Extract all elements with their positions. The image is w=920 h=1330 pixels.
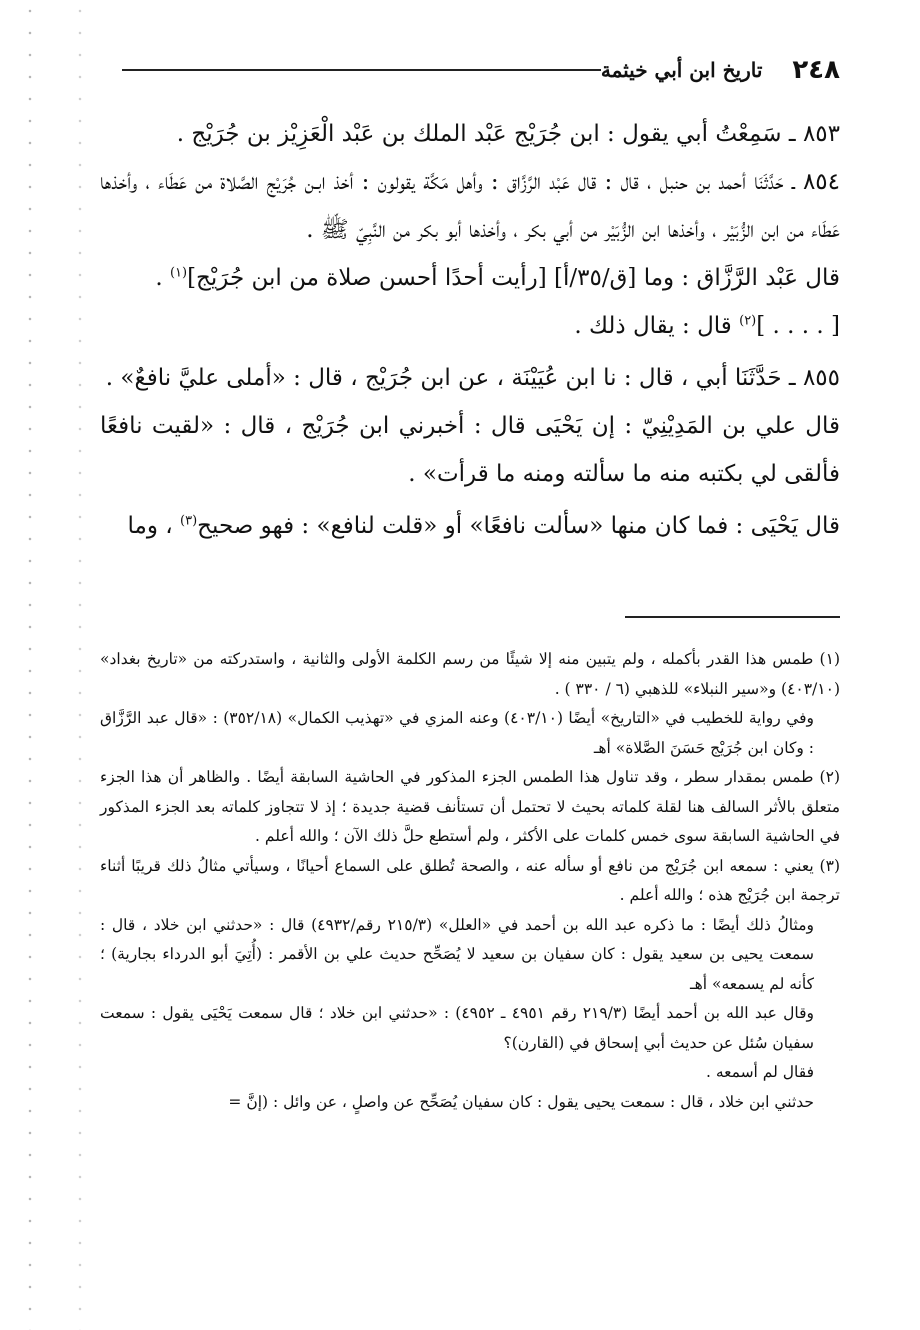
footnote-3-example-2-end: فقال لم أسمعه . — [705, 1063, 814, 1081]
footnote-3-example-2: وقال عبد الله بن أحمد أيضًا (٢١٩/٣ رقم ٤٩٥١ ـ ٤٩٥٢) : «حدثني ابن خلاد ؛ قال سمعت يَحْيَى يقول : سمعت سفيان سُئل عن حديث أبي إسحاق في (القارن)؟ — [100, 1004, 815, 1052]
footnote-separator — [625, 616, 840, 618]
entry-855-yahya-text: قال يَحْيَى : فما كان منها «سألت نافعًا» أو «قلت لنافع» : فهو صحيح — [197, 513, 840, 539]
footnote-1: (١) طمس هذا القدر بأكمله ، ولم يتبين منه إلا شيئًا من رسم الكلمة الأولى والثانية ، واستدركته من «تاريخ بغداد» (٤٠٣/١٠) و«سير النبلاء» للذهبي (٦ / ٣٣٠ ) . — [100, 650, 840, 698]
page-header — [100, 50, 840, 90]
footnote-ref-2: (٢) — [739, 313, 757, 329]
lacuna-brackets: [ . . . . ] — [756, 313, 840, 339]
entry-854-quote-text: قال عَبْد الرَّزَّاق : وما [ق/٣٥/أ] [رأيت أحدًا أحسن صلاة من ابن جُرَيْج] — [187, 265, 840, 291]
entry-855-yahya — [100, 502, 840, 550]
entry-854-gap — [100, 302, 840, 350]
entry-855: ٨٥٥ ـ حَدَّثَنَا أبي ، قال : نا ابن عُيَيْنَة ، عن ابن جُرَيْج ، قال : «أملى عليَّ نافعٌ» . — [105, 365, 840, 391]
footnotes — [100, 645, 840, 1117]
footnote-ref-3: (٣) — [180, 513, 198, 529]
running-title: تاريخ ابن أبي خيثمة — [600, 58, 763, 82]
header-rule — [122, 69, 601, 71]
scan-edge-marks-inner — [78, 0, 82, 1330]
page-number: ٢٤٨ — [792, 55, 840, 85]
entry-854-quote: قال عَبْد الرَّزَّاق : وما [ق/٣٥/أ] [رأيت أحدًا أحسن صلاة من ابن جُرَيْج]$^{(١)}$ . — [155, 265, 840, 291]
footnote-ref-1: (١) — [169, 265, 188, 281]
entry-853: ٨٥٣ ـ سَمِعْتُ أبي يقول : ابن جُرَيْج عَبْد الملك بن عَبْد الْعَزِيْز بن جُرَيْج . — [176, 121, 840, 147]
footnote-1-extra: وفي رواية للخطيب في «التاريخ» أيضًا (٤٠٣/١٠) وعنه المزي في «تهذيب الكمال» (٣٥٢/١٨) : «قال عبد الرَّزَّاق : وكان ابن جُرَيْج حَسَنَ الصَّلاة» أهـ — [100, 709, 814, 757]
entry-855-yahya-end: ، وما — [127, 513, 173, 539]
entry-855-ali: قال علي بن المَدِيْنِيّ : إن يَحْيَى قال : أخبرني ابن جُرَيْج ، قال : «لقيت نافعًا فألقى لي بكتبه منه ما سألته ومنه ما قرأت» . — [100, 413, 840, 487]
scan-edge-marks — [28, 0, 32, 1330]
main-text — [100, 110, 840, 550]
entry-854-end: قال : يقال ذلك . — [574, 313, 732, 339]
footnote-3-example-1: ومثالُ ذلك أيضًا : ما ذكره عبد الله بن أحمد في «العلل» (٢١٥/٣ رقم/٤٩٣٢) قال : «حدثني ابن خلاد ، قال : سمعت يحيى بن سعيد يقول : كان سفيان بن سعيد لا يُصَحِّح حديث علي بن الأقمر : (أُتِيَ أبو الدرداء بجارية) ؛ كأنه لم يسمعه» أهـ — [100, 915, 814, 993]
footnote-2: (٢) طمس بمقدار سطر ، وقد تناول هذا الطمس الجزء المذكور في الحاشية السابقة أيضًا . والظاهر أن هذا الجزء متعلق بالأثر السالف هنا لقلة كلماته بحيث لا تحتمل أن تستأنف قضية جديدة ؛ إذ لا تتجاوز كلماته بعد الجزء المذكور في الحاشية السابقة سوى خمس كلمات على الأكثر ، ولم أستطع حلَّ ذلك الآن ؛ والله أعلم . — [100, 768, 840, 845]
footnote-3-example-3: حدثني ابن خلاد ، قال : سمعت يحيى يقول : كان سفيان يُصَحِّح عن واصلٍ ، عن وائل : (إنَّ = — [228, 1092, 814, 1111]
footnote-3: (٣) يعني : سمعه ابن جُرَيْج من نافع أو سأله عنه ، والصحة تُطلق على السماع أحيانًا ، وسيأتي مثالُ ذلك قريبًا أثناء ترجمة ابن جُرَيْج هذه ؛ والله أعلم . — [100, 856, 840, 904]
entry-854: ٨٥٤ ـ حَدَّثَنَا أحمد بن حنبل ، قال : قال عَبْد الرَّزَّاق : وأهل مَكَّة يقولون : أخذ ابـن جُرَيْج الصَّلاة من عَطَاء ، وأخذها عَطَاء من ابن الزُّبَيْر ، وأخذها ابن الزُّبَيْر من أبي بكر ، وأخذها أبو بكر من النَّبِيّ ﷺ . — [100, 169, 840, 243]
